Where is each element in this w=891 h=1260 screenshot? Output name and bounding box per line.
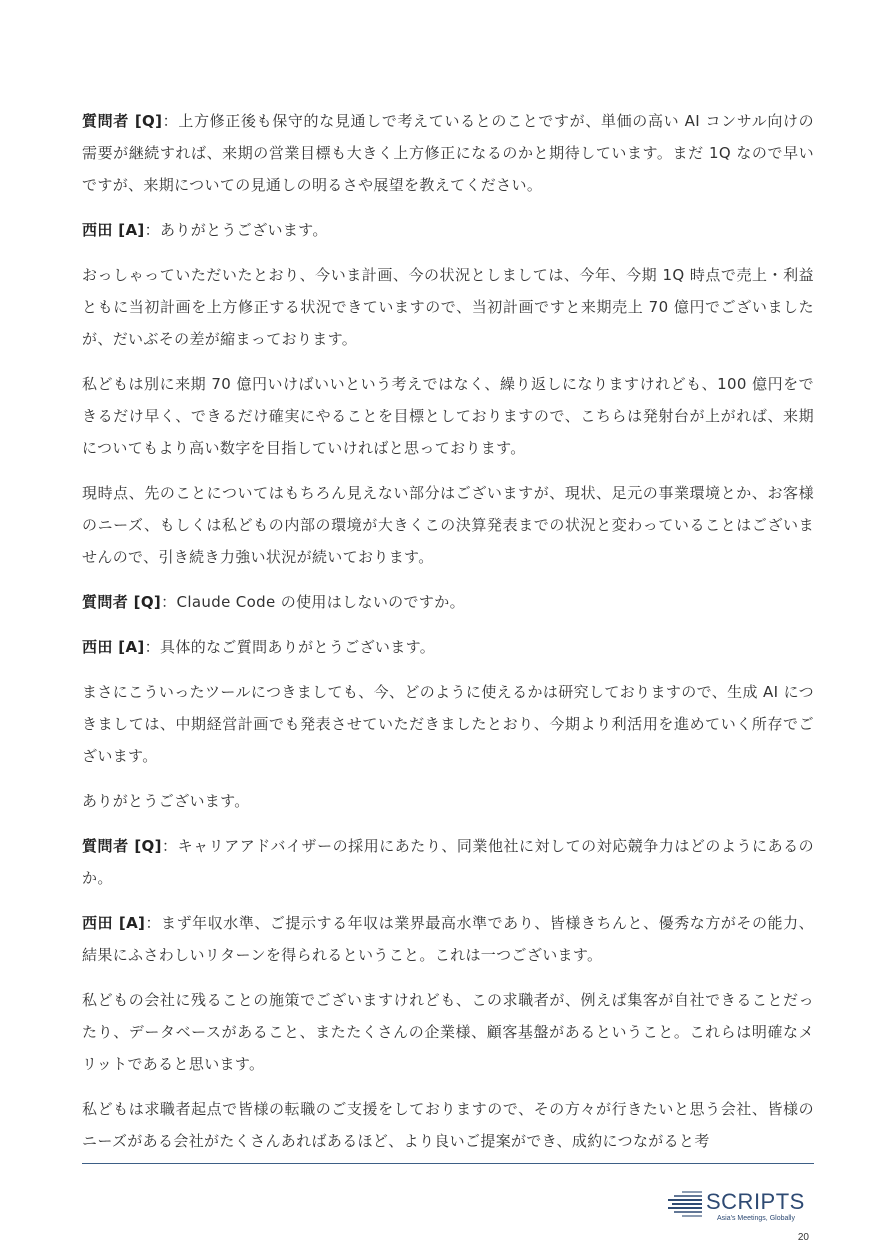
page-number: 20 (797, 1232, 809, 1243)
footer-divider (82, 1163, 814, 1164)
transcript-paragraph (82, 477, 814, 573)
speaker-label: 西田 [A] (82, 221, 145, 239)
transcript-paragraph (82, 214, 814, 246)
transcript-paragraph (82, 984, 814, 1080)
logo-stripes-icon (668, 1191, 702, 1217)
paragraph-text: まさにこういったツールにつきましても、今、どのように使えるかは研究しておりますので、生成 AI につきましては、中期経営計画でも発表させていただきましたとおり、今期より利活用を進めていく所存でございます。 (82, 683, 814, 765)
paragraph-text: 具体的なご質問ありがとうございます。 (160, 638, 436, 656)
paragraph-text: ありがとうございます。 (160, 221, 328, 239)
transcript-paragraph (82, 676, 814, 772)
transcript-paragraph (82, 830, 814, 894)
paragraph-text: キャリアアドバイザーの採用にあたり、同業他社に対しての対応競争力はどのようにあるのか。 (82, 837, 814, 887)
transcript-paragraph (82, 631, 814, 663)
paragraph-text: 現時点、先のことについてはもちろん見えない部分はございますが、現状、足元の事業環境とか、お客様のニーズ、もしくは私どもの内部の環境が大きくこの決算発表までの状況と変わっていることはございませんので、引き続き力強い状況が続いております。 (82, 484, 814, 566)
speaker-label: 西田 [A] (82, 914, 146, 932)
paragraph-text: 私どもは別に来期 70 億円いけばいいという考えではなく、繰り返しになりますけれども、100 億円をできるだけ早く、できるだけ確実にやることを目標としておりますので、こちらは発射台が上がれば、来期についてもより高い数字を目指していければと思っております。 (82, 375, 814, 457)
paragraph-text: 私どもは求職者起点で皆様の転職のご支援をしておりますので、その方々が行きたいと思う会社、皆様のニーズがある会社がたくさんあればあるほど、より良いご提案ができ、成約につながると考 (82, 1100, 814, 1150)
paragraph-text: まず年収水準、ご提示する年収は業界最高水準であり、皆様きちんと、優秀な方がその能力、結果にふさわしいリターンを得られるということ。これは一つございます。 (82, 914, 814, 964)
speaker-label: 質問者 [Q] (82, 837, 162, 855)
speaker-separator: ： (161, 837, 178, 855)
logo-tagline: Asia's Meetings, Globally (717, 1215, 795, 1222)
paragraph-text: Claude Code の使用はしないのですか。 (176, 593, 465, 611)
transcript-paragraph (82, 907, 814, 971)
transcript-paragraph (82, 785, 814, 817)
transcript-paragraph (82, 1093, 814, 1157)
paragraph-text: 上方修正後も保守的な見通しで考えているとのことですが、単価の高い AI コンサル向けの需要が継続すれば、来期の営業目標も大きく上方修正になるのかと期待しています。まだ 1Q なので早いですが、来期についての見通しの明るさや展望を教えてください。 (82, 112, 814, 194)
speaker-label: 西田 [A] (82, 638, 145, 656)
speaker-separator: ： (145, 914, 162, 932)
speaker-separator: ： (162, 112, 179, 130)
logo-wordmark: SCRIPTS (706, 1189, 805, 1214)
paragraph-text: 私どもの会社に残ることの施策でございますけれども、この求職者が、例えば集客が自社できることだったり、データベースがあること、またたくさんの企業様、顧客基盤があるということ。これらは明確なメリットであると思います。 (82, 991, 814, 1073)
paragraph-text: ありがとうございます。 (82, 792, 250, 810)
transcript-body (82, 105, 814, 1170)
scripts-logo (668, 1188, 808, 1224)
speaker-label: 質問者 [Q] (82, 112, 163, 130)
speaker-separator: ： (161, 593, 177, 611)
transcript-paragraph (82, 368, 814, 464)
speaker-separator: ： (144, 221, 161, 239)
transcript-paragraph (82, 586, 814, 618)
speaker-label: 質問者 [Q] (82, 593, 162, 611)
transcript-paragraph (82, 259, 814, 355)
transcript-paragraph (82, 105, 814, 201)
paragraph-text: おっしゃっていただいたとおり、今いま計画、今の状況としましては、今年、今期 1Q 時点で売上・利益ともに当初計画を上方修正する状況できていますので、当初計画ですと来期売上 70 億円でございましたが、だいぶその差が縮まっております。 (82, 266, 814, 348)
speaker-separator: ： (144, 638, 161, 656)
